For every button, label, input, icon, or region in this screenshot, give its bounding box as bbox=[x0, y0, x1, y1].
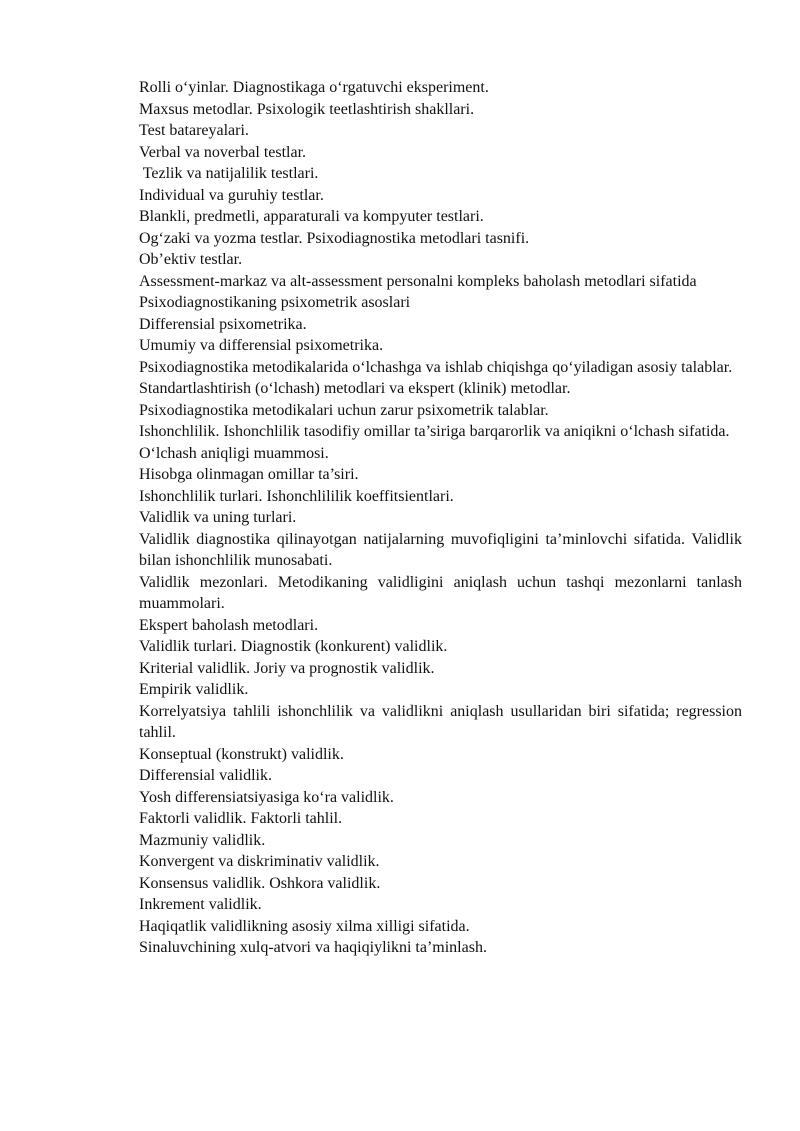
text-line: Mazmuniy validlik. bbox=[139, 831, 266, 849]
text-line: Psixodiagnostika metodikalari uchun zarur psixometrik talablar. bbox=[139, 401, 549, 419]
text-line: Psixodiagnostikaning psixometrik asoslari bbox=[139, 294, 411, 311]
text-line: Standartlashtirish (o‘lchash) metodlari va ekspert (klinik) metodlar. bbox=[139, 380, 571, 397]
text-line: Umumiy va differensial psixometrika. bbox=[139, 337, 384, 354]
text-line: Sinaluvchining xulq-atvori va haqiqiylikni ta’minlash. bbox=[139, 939, 487, 956]
text-line: Psixodiagnostika metodikalarida o‘lchashga va ishlab chiqishga qo‘yiladigan asosiy talablar. bbox=[139, 358, 733, 376]
text-line: Kriterial validlik. Joriy va prognostik validlik. bbox=[139, 659, 435, 677]
text-line: Differensial validlik. bbox=[139, 767, 272, 784]
text-line: O‘lchash aniqligi muammosi. bbox=[139, 444, 329, 462]
text-line: Konseptual (konstrukt) validlik. bbox=[139, 745, 344, 763]
text-line: Blankli, predmetli, apparaturali va kompyuter testlari. bbox=[139, 208, 484, 225]
text-line: Konvergent va diskriminativ validlik. bbox=[139, 853, 380, 870]
text-line: Validlik diagnostika qilinayotgan natijalarning muvofiqligini ta’minlovchi sifatida. Validlik bilan ishonchlilik munosabati. bbox=[139, 530, 742, 569]
text-line: Test batareyalari. bbox=[139, 122, 249, 139]
text-line: Inkrement validlik. bbox=[139, 896, 262, 913]
text-line: Og‘zaki va yozma testlar. Psixodiagnostika metodlari tasnifi. bbox=[139, 229, 530, 247]
text-line: Tezlik va natijalilik testlari. bbox=[139, 165, 319, 182]
text-line: Ishonchlilik. Ishonchlilik tasodifiy omillar ta’siriga barqarorlik va aniqikni o‘lchash sifatida. bbox=[139, 423, 730, 440]
text-line: Faktorli validlik. Faktorli tahlil. bbox=[139, 810, 343, 827]
text-line: Ishonchlilik turlari. Ishonchlililik koeffitsientlari. bbox=[139, 487, 454, 505]
text-line: Yosh differensiatsiyasiga ko‘ra validlik. bbox=[139, 788, 394, 806]
text-line: Korrelyatsiya tahlili ishonchlilik va validlikni aniqlash usullaridan biri sifatida; regression tahlil. bbox=[139, 702, 742, 741]
text-line: Hisobga olinmagan omillar ta’siri. bbox=[139, 466, 359, 483]
text-line: Maxsus metodlar. Psixologik teetlashtirish shakllari. bbox=[139, 100, 475, 118]
text-line: Differensial psixometrika. bbox=[139, 315, 307, 333]
text-line: Haqiqatlik validlikning asosiy xilma xilligi sifatida. bbox=[139, 917, 470, 935]
text-line: Assessment-markaz va alt-assessment personalni kompleks baholash metodlari sifatida bbox=[139, 272, 697, 290]
text-line: Validlik turlari. Diagnostik (konkurent) validlik. bbox=[139, 638, 448, 655]
text-line: Validlik va uning turlari. bbox=[139, 509, 297, 526]
text-line: Individual va guruhiy testlar. bbox=[139, 186, 324, 204]
text-line: Konsensus validlik. Oshkora validlik. bbox=[139, 874, 381, 892]
text-line: Rolli o‘yinlar. Diagnostikaga o‘rgatuvchi eksperiment. bbox=[139, 79, 489, 96]
text-line: Validlik mezonlari. Metodikaning validligini aniqlash uchun tashqi mezonlarni tanlash muammolari. bbox=[139, 573, 742, 612]
document-page bbox=[139, 77, 742, 959]
text-line: Empirik validlik. bbox=[139, 681, 249, 698]
text-line: Ob’ektiv testlar. bbox=[139, 251, 243, 268]
text-line: Verbal va noverbal testlar. bbox=[139, 143, 307, 161]
text-line: Ekspert baholash metodlari. bbox=[139, 616, 319, 634]
